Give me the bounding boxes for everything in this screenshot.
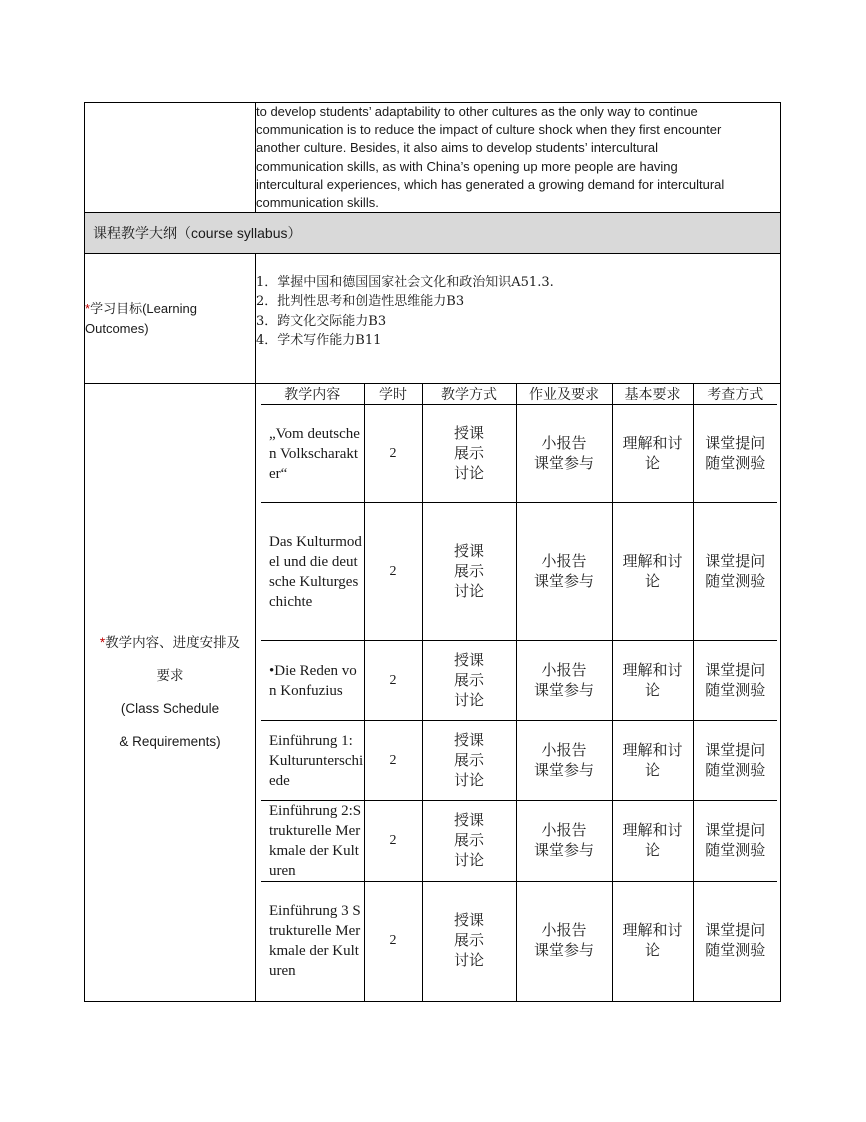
- learning-outcome-item: 2．批判性思考和创造性思维能力B3: [256, 294, 465, 310]
- intro-row: [85, 103, 781, 213]
- intro-line: communication skills.: [256, 195, 379, 211]
- schedule-table: [261, 384, 777, 1001]
- homework-cell-line: 课堂参与: [533, 455, 594, 472]
- basic-requirement-cell-line: 论: [644, 682, 660, 699]
- header-assessment: 考查方式: [693, 384, 777, 405]
- hours-cell: 2: [364, 721, 422, 801]
- method-cell: [422, 405, 516, 503]
- homework-cell-line: 小报告: [541, 742, 587, 759]
- learning-outcome-item: 3．跨文化交际能力B3: [256, 313, 387, 329]
- assessment-cell: [693, 801, 777, 882]
- method-cell-line: 授课: [453, 425, 484, 442]
- hours-cell: 2: [364, 503, 422, 641]
- header-method: 教学方式: [422, 384, 516, 405]
- homework-cell-line: 小报告: [541, 553, 587, 570]
- method-cell-line: 授课: [453, 543, 484, 560]
- homework-cell: [516, 641, 612, 721]
- assessment-cell: [693, 503, 777, 641]
- method-cell: [422, 641, 516, 721]
- basic-requirement-cell-line: 论: [644, 573, 660, 590]
- required-star: *: [99, 635, 106, 651]
- syllabus-header-row: [85, 213, 781, 254]
- homework-cell-line: 小报告: [541, 823, 587, 840]
- homework-cell: [516, 882, 612, 1001]
- schedule-data-row: [261, 882, 777, 1001]
- learning-outcomes-label-line1: 学习目标(Learning: [90, 300, 197, 316]
- method-cell: [422, 721, 516, 801]
- learning-outcomes-list: [256, 254, 781, 384]
- basic-requirement-cell-line: 论: [644, 762, 660, 779]
- schedule-content-cell: [256, 384, 781, 1002]
- intro-line: intercultural experiences, which has generated a growing demand for intercultural: [256, 176, 725, 192]
- homework-cell-line: 课堂参与: [533, 573, 594, 590]
- schedule-data-row: [261, 801, 777, 882]
- homework-cell-line: 课堂参与: [533, 843, 594, 860]
- header-homework: 作业及要求: [516, 384, 612, 405]
- homework-cell-line: 课堂参与: [533, 682, 594, 699]
- schedule-label-line1: 教学内容、进度安排及: [105, 635, 241, 651]
- syllabus-header: 课程教学大纲（course syllabus）: [85, 213, 781, 254]
- assessment-cell-line: 随堂测验: [705, 682, 766, 699]
- learning-outcomes-label-line2: Outcomes): [85, 320, 149, 336]
- homework-cell-line: 小报告: [541, 435, 587, 452]
- topic-cell: Einführung 1:Kulturunterschiede: [261, 721, 364, 801]
- method-cell-line: 授课: [453, 813, 484, 830]
- basic-requirement-cell-line: 理解和讨: [622, 742, 683, 759]
- homework-cell: [516, 721, 612, 801]
- schedule-header-row: [261, 384, 777, 405]
- learning-outcomes-label: [85, 254, 256, 384]
- hours-cell: 2: [364, 882, 422, 1001]
- method-cell: [422, 503, 516, 641]
- assessment-cell-line: 课堂提问: [705, 923, 766, 940]
- basic-requirement-cell: [612, 641, 693, 721]
- header-hours: 学时: [364, 384, 422, 405]
- method-cell-line: 讨论: [453, 772, 484, 789]
- method-cell: [422, 801, 516, 882]
- assessment-cell-line: 随堂测验: [705, 573, 766, 590]
- homework-cell-line: 课堂参与: [533, 943, 594, 960]
- assessment-cell-line: 随堂测验: [705, 455, 766, 472]
- basic-requirement-cell-line: 理解和讨: [622, 923, 683, 940]
- method-cell-line: 展示: [453, 672, 484, 689]
- assessment-cell-line: 课堂提问: [705, 823, 766, 840]
- schedule-label-line2: 要求: [156, 668, 184, 684]
- homework-cell-line: 小报告: [541, 923, 587, 940]
- header-basic-requirements: 基本要求: [612, 384, 693, 405]
- topic-cell: Das Kulturmodel und die deutsche Kulturgeschichte: [261, 503, 364, 641]
- intro-label-cell: [85, 103, 256, 213]
- hours-cell: 2: [364, 641, 422, 721]
- method-cell-line: 展示: [453, 563, 484, 580]
- topic-cell: Einführung 2:Strukturelle Merkmale der Kulturen: [261, 801, 364, 882]
- schedule-body: [261, 405, 777, 1001]
- basic-requirement-cell: [612, 405, 693, 503]
- method-cell-line: 讨论: [453, 853, 484, 870]
- header-content: 教学内容: [261, 384, 364, 405]
- learning-outcome-item: 4．学术写作能力B11: [256, 333, 382, 349]
- schedule-row: [85, 384, 781, 1002]
- topic-cell: •Die Reden von Konfuzius: [261, 641, 364, 721]
- syllabus-table: [84, 102, 781, 1002]
- assessment-cell: [693, 641, 777, 721]
- schedule-data-row: [261, 503, 777, 641]
- homework-cell: [516, 405, 612, 503]
- method-cell-line: 展示: [453, 833, 484, 850]
- method-cell-line: 展示: [453, 933, 484, 950]
- learning-outcome-item: 1．掌握中国和德国国家社会文化和政治知识A51.3.: [256, 274, 554, 290]
- method-cell-line: 讨论: [453, 583, 484, 600]
- basic-requirement-cell-line: 论: [644, 943, 660, 960]
- method-cell-line: 讨论: [453, 692, 484, 709]
- assessment-cell-line: 课堂提问: [705, 553, 766, 570]
- method-cell-line: 展示: [453, 445, 484, 462]
- schedule-label-line3: (Class Schedule: [120, 701, 220, 717]
- basic-requirement-cell-line: 理解和讨: [622, 553, 683, 570]
- schedule-data-row: [261, 641, 777, 721]
- method-cell-line: 授课: [453, 652, 484, 669]
- assessment-cell-line: 课堂提问: [705, 742, 766, 759]
- hours-cell: 2: [364, 405, 422, 503]
- homework-cell-line: 课堂参与: [533, 762, 594, 779]
- assessment-cell-line: 随堂测验: [705, 762, 766, 779]
- topic-cell: „Vom deutschen Volkscharakter“: [261, 405, 364, 503]
- assessment-cell-line: 课堂提问: [705, 435, 766, 452]
- method-cell-line: 讨论: [453, 953, 484, 970]
- basic-requirement-cell-line: 理解和讨: [622, 435, 683, 452]
- basic-requirement-cell-line: 理解和讨: [622, 823, 683, 840]
- homework-cell: [516, 801, 612, 882]
- basic-requirement-cell-line: 论: [644, 455, 660, 472]
- schedule-data-row: [261, 405, 777, 503]
- method-cell-line: 展示: [453, 752, 484, 769]
- intro-text: [256, 103, 781, 213]
- basic-requirement-cell-line: 论: [644, 843, 660, 860]
- schedule-label: [85, 384, 256, 1002]
- assessment-cell: [693, 721, 777, 801]
- homework-cell-line: 小报告: [541, 662, 587, 679]
- intro-line: to develop students’ adaptability to other cultures as the only way to continue: [256, 104, 698, 119]
- method-cell-line: 授课: [453, 913, 484, 930]
- intro-line: another culture. Besides, it also aims to develop students’ intercultural: [256, 140, 659, 156]
- basic-requirement-cell: [612, 882, 693, 1001]
- method-cell-line: 授课: [453, 732, 484, 749]
- method-cell: [422, 882, 516, 1001]
- hours-cell: 2: [364, 801, 422, 882]
- assessment-cell: [693, 882, 777, 1001]
- assessment-cell-line: 课堂提问: [705, 662, 766, 679]
- intro-line: communication skills, as with China’s opening up more people are having: [256, 158, 678, 174]
- assessment-cell: [693, 405, 777, 503]
- method-cell-line: 讨论: [453, 465, 484, 482]
- assessment-cell-line: 随堂测验: [705, 943, 766, 960]
- required-star: *: [85, 300, 91, 316]
- assessment-cell-line: 随堂测验: [705, 843, 766, 860]
- learning-outcomes-row: [85, 254, 781, 384]
- basic-requirement-cell: [612, 801, 693, 882]
- basic-requirement-cell: [612, 721, 693, 801]
- schedule-label-line4: & Requirements): [119, 734, 221, 750]
- intro-line: communication is to reduce the impact of culture shock when they first encounter: [256, 122, 722, 138]
- basic-requirement-cell: [612, 503, 693, 641]
- homework-cell: [516, 503, 612, 641]
- basic-requirement-cell-line: 理解和讨: [622, 662, 683, 679]
- schedule-data-row: [261, 721, 777, 801]
- topic-cell: Einführung 3 Strukturelle Merkmale der Kulturen: [261, 882, 364, 1001]
